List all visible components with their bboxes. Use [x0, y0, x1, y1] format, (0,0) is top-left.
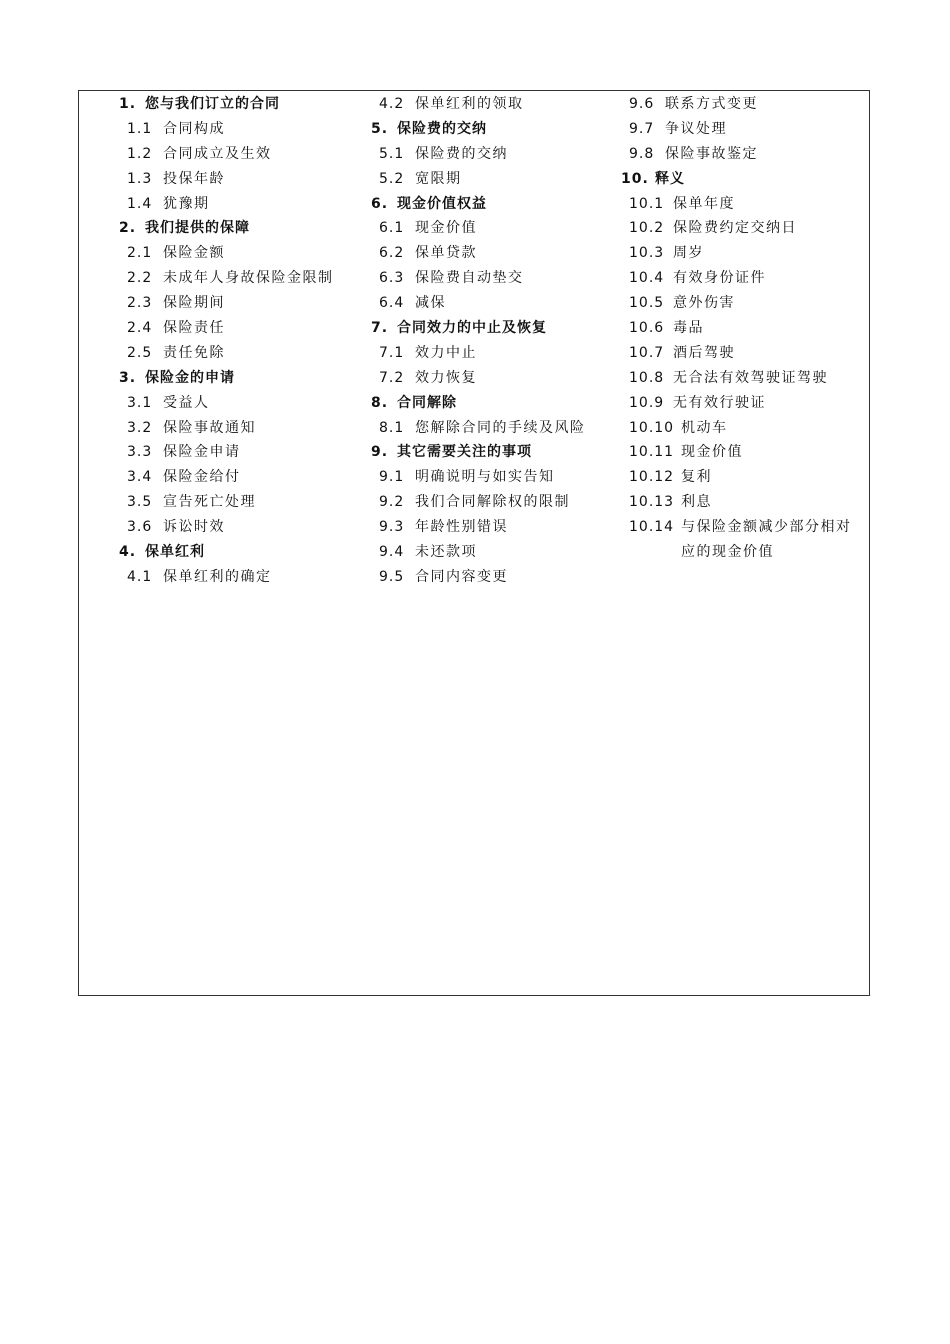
toc-entry-number: 10.3 — [629, 245, 665, 262]
toc-entry-number: 6.2 — [379, 245, 405, 262]
toc-entry-title: 释义 — [655, 170, 685, 187]
toc-entry-title: 效力恢复 — [415, 369, 477, 386]
toc-section[interactable] — [119, 167, 369, 192]
toc-section[interactable] — [621, 216, 869, 241]
toc-section[interactable] — [371, 216, 621, 241]
toc-entry-title: 宽限期 — [415, 170, 462, 187]
toc-entry-number: 1.1 — [127, 120, 153, 137]
toc-entry-title: 合同内容变更 — [415, 568, 508, 585]
toc-entry-title: 保险金申请 — [163, 444, 241, 461]
toc-entry-number: 3.4 — [127, 469, 153, 486]
toc-section[interactable] — [621, 316, 869, 341]
toc-section[interactable] — [371, 142, 621, 167]
toc-section[interactable] — [621, 192, 869, 217]
toc-section[interactable] — [119, 316, 369, 341]
toc-entry-title: 合同构成 — [163, 120, 225, 137]
toc-entry-number: 7.2 — [379, 369, 405, 386]
toc-entry-title: 保单红利的领取 — [415, 96, 524, 112]
toc-entry-title: 诉讼时效 — [163, 519, 225, 536]
toc-entry-number: 10.1 — [629, 195, 665, 212]
toc-entry-number: 1. — [119, 96, 137, 112]
toc-entry-number: 10.6 — [629, 320, 665, 337]
toc-entry-title: 机动车 — [681, 419, 728, 436]
toc-entry-number: 10.11 — [629, 444, 675, 461]
toc-entry-number: 9.3 — [379, 519, 405, 536]
toc-entry-number: 7. — [371, 320, 389, 337]
toc-section[interactable] — [119, 565, 369, 590]
toc-section[interactable] — [371, 266, 621, 291]
toc-entry-number: 4.2 — [379, 96, 405, 112]
toc-entry-title: 保单红利的确定 — [163, 568, 272, 585]
toc-entry-title: 其它需要关注的事项 — [397, 444, 532, 461]
toc-section[interactable] — [119, 192, 369, 217]
toc-entry-title: 效力中止 — [415, 344, 477, 361]
toc-section[interactable] — [119, 266, 369, 291]
toc-entry-number: 2. — [119, 220, 137, 237]
toc-entry-title: 保险金额 — [163, 245, 225, 262]
toc-entry-number: 6.3 — [379, 270, 405, 287]
toc-entry-title: 保险费自动垫交 — [415, 270, 524, 287]
toc-section[interactable] — [621, 366, 869, 391]
toc-section[interactable] — [621, 92, 869, 117]
toc-entry-title: 联系方式变更 — [665, 96, 758, 112]
toc-frame — [78, 90, 870, 996]
toc-section[interactable] — [621, 515, 869, 565]
toc-entry-number: 10.5 — [629, 295, 665, 312]
toc-entry-title: 保险事故通知 — [163, 419, 256, 436]
toc-entry-number: 7.1 — [379, 344, 405, 361]
toc-entry-number: 3.5 — [127, 494, 153, 511]
toc-section[interactable] — [371, 366, 621, 391]
toc-column-2 — [371, 92, 621, 590]
toc-section[interactable] — [621, 117, 869, 142]
toc-entry-title: 现金价值 — [681, 444, 743, 461]
toc-entry-number: 4.1 — [127, 568, 153, 585]
toc-entry-title: 保单年度 — [673, 195, 735, 212]
toc-entry-title: 保险金的申请 — [145, 369, 235, 386]
toc-entry-number: 1.2 — [127, 145, 153, 162]
toc-section[interactable] — [119, 391, 369, 416]
toc-entry-number: 3.3 — [127, 444, 153, 461]
toc-section[interactable] — [371, 92, 621, 117]
toc-section[interactable] — [119, 440, 369, 465]
toc-entry-title: 意外伤害 — [673, 295, 735, 312]
toc-entry-title: 现金价值权益 — [397, 195, 487, 212]
toc-section[interactable] — [371, 540, 621, 565]
toc-entry-title: 我们合同解除权的限制 — [415, 494, 570, 511]
toc-chapter[interactable] — [371, 316, 621, 341]
toc-chapter[interactable] — [371, 391, 621, 416]
toc-chapter[interactable] — [371, 192, 621, 217]
toc-entry-number: 10.9 — [629, 394, 665, 411]
toc-entry-title: 保险责任 — [163, 320, 225, 337]
toc-section[interactable] — [371, 291, 621, 316]
toc-entry-title: 投保年龄 — [163, 170, 225, 187]
toc-chapter[interactable] — [621, 167, 869, 192]
toc-entry-number: 9. — [371, 444, 389, 461]
toc-entry-number: 9.7 — [629, 120, 655, 137]
toc-entry-title: 保险金给付 — [163, 469, 241, 486]
toc-entry-number: 9.6 — [629, 96, 655, 112]
toc-entry-title: 犹豫期 — [163, 195, 210, 212]
toc-section[interactable] — [621, 465, 869, 490]
toc-entry-number: 6.4 — [379, 295, 405, 312]
toc-chapter[interactable] — [371, 440, 621, 465]
toc-section[interactable] — [371, 167, 621, 192]
toc-entry-number: 9.8 — [629, 145, 655, 162]
toc-section[interactable] — [371, 416, 621, 441]
toc-entry-title: 明确说明与如实告知 — [415, 469, 555, 486]
toc-section[interactable] — [119, 341, 369, 366]
toc-section[interactable] — [119, 490, 369, 515]
toc-entry-number: 2.3 — [127, 295, 153, 312]
toc-chapter[interactable] — [119, 92, 369, 117]
toc-entry-number: 10.2 — [629, 220, 665, 237]
toc-section[interactable] — [621, 291, 869, 316]
toc-entry-number: 10.10 — [629, 419, 675, 436]
toc-entry-number: 10.13 — [629, 494, 675, 511]
toc-entry-title: 您解除合同的手续及风险 — [415, 419, 586, 436]
toc-section[interactable] — [119, 515, 369, 540]
toc-chapter[interactable] — [371, 117, 621, 142]
toc-entry-number: 5.2 — [379, 170, 405, 187]
toc-entry-number: 9.1 — [379, 469, 405, 486]
toc-entry-number: 9.2 — [379, 494, 405, 511]
toc-section[interactable] — [119, 142, 369, 167]
toc-entry-title: 利息 — [681, 494, 712, 511]
toc-entry-title: 您与我们订立的合同 — [145, 96, 280, 112]
toc-entry-number: 10.4 — [629, 270, 665, 287]
toc-column-3 — [621, 92, 869, 565]
toc-entry-title: 合同效力的中止及恢复 — [397, 320, 547, 337]
toc-section[interactable] — [371, 565, 621, 590]
toc-entry-number: 6.1 — [379, 220, 405, 237]
toc-entry-title: 我们提供的保障 — [145, 220, 250, 237]
toc-section[interactable] — [119, 291, 369, 316]
toc-section[interactable] — [621, 440, 869, 465]
toc-chapter[interactable] — [119, 366, 369, 391]
toc-entry-number: 8. — [371, 394, 389, 411]
toc-entry-number: 1.4 — [127, 195, 153, 212]
toc-entry-title: 保险费的交纳 — [397, 120, 487, 137]
toc-entry-number: 3.1 — [127, 394, 153, 411]
toc-entry-number: 10.8 — [629, 369, 665, 386]
toc-entry-title: 宣告死亡处理 — [163, 494, 256, 511]
toc-entry-title: 现金价值 — [415, 220, 477, 237]
toc-entry-number: 9.4 — [379, 544, 405, 561]
toc-section[interactable] — [621, 341, 869, 366]
toc-entry-title: 年龄性别错误 — [415, 519, 508, 536]
toc-entry-title: 减保 — [415, 295, 446, 312]
toc-section[interactable] — [371, 341, 621, 366]
toc-entry-title: 保单红利 — [145, 544, 205, 561]
toc-entry-title: 未还款项 — [415, 544, 477, 561]
toc-entry-number: 4. — [119, 544, 137, 561]
toc-entry-title: 保险费约定交纳日 — [673, 220, 797, 237]
toc-entry-title: 保险费的交纳 — [415, 145, 508, 162]
toc-entry-number: 5. — [371, 120, 389, 137]
toc-entry-number: 2.5 — [127, 344, 153, 361]
toc-chapter[interactable] — [119, 216, 369, 241]
toc-entry-title: 合同解除 — [397, 394, 457, 411]
toc-entry-title: 合同成立及生效 — [163, 145, 272, 162]
toc-entry-number: 3.2 — [127, 419, 153, 436]
toc-entry-number: 6. — [371, 195, 389, 212]
toc-section[interactable] — [621, 391, 869, 416]
toc-section[interactable] — [371, 465, 621, 490]
toc-entry-number: 5.1 — [379, 145, 405, 162]
toc-section[interactable] — [371, 490, 621, 515]
toc-column-1 — [119, 92, 369, 590]
toc-entry-title: 受益人 — [163, 394, 210, 411]
toc-entry-number: 3. — [119, 369, 137, 386]
toc-entry-title: 保单贷款 — [415, 245, 477, 262]
toc-section[interactable] — [621, 241, 869, 266]
toc-chapter[interactable] — [119, 540, 369, 565]
toc-entry-title: 周岁 — [673, 245, 704, 262]
toc-entry-title: 保险事故鉴定 — [665, 145, 758, 162]
toc-entry-title: 争议处理 — [665, 120, 727, 137]
toc-entry-title: 保险期间 — [163, 295, 225, 312]
toc-section[interactable] — [621, 490, 869, 515]
toc-section[interactable] — [621, 266, 869, 291]
toc-section[interactable] — [621, 142, 869, 167]
toc-entry-number: 2.2 — [127, 270, 153, 287]
toc-entry-number: 3.6 — [127, 519, 153, 536]
toc-entry-number: 10. — [621, 170, 649, 187]
toc-entry-title: 未成年人身故保险金限制 — [163, 270, 334, 287]
toc-section[interactable] — [119, 117, 369, 142]
toc-entry-number: 10.12 — [629, 469, 675, 486]
toc-entry-title: 毒品 — [673, 320, 704, 337]
toc-entry-title: 无有效行驶证 — [673, 394, 766, 411]
toc-entry-title: 复利 — [681, 469, 712, 486]
toc-entry-number: 1.3 — [127, 170, 153, 187]
toc-entry-number: 8.1 — [379, 419, 405, 436]
toc-entry-number: 10.14 — [629, 519, 675, 536]
toc-entry-number: 2.4 — [127, 320, 153, 337]
toc-entry-title: 无合法有效驾驶证驾驶 — [673, 369, 828, 386]
toc-entry-number: 10.7 — [629, 344, 665, 361]
toc-section[interactable] — [371, 515, 621, 540]
toc-section[interactable] — [119, 416, 369, 441]
toc-section[interactable] — [119, 465, 369, 490]
toc-entry-title: 酒后驾驶 — [673, 344, 735, 361]
toc-entry-title: 责任免除 — [163, 344, 225, 361]
toc-entry-number: 9.5 — [379, 568, 405, 585]
toc-section[interactable] — [621, 416, 869, 441]
toc-section[interactable] — [119, 241, 369, 266]
toc-entry-title: 与保险金额减少部分相对应的现金价值 — [681, 519, 852, 561]
toc-section[interactable] — [371, 241, 621, 266]
toc-entry-number: 2.1 — [127, 245, 153, 262]
toc-entry-title: 有效身份证件 — [673, 270, 766, 287]
